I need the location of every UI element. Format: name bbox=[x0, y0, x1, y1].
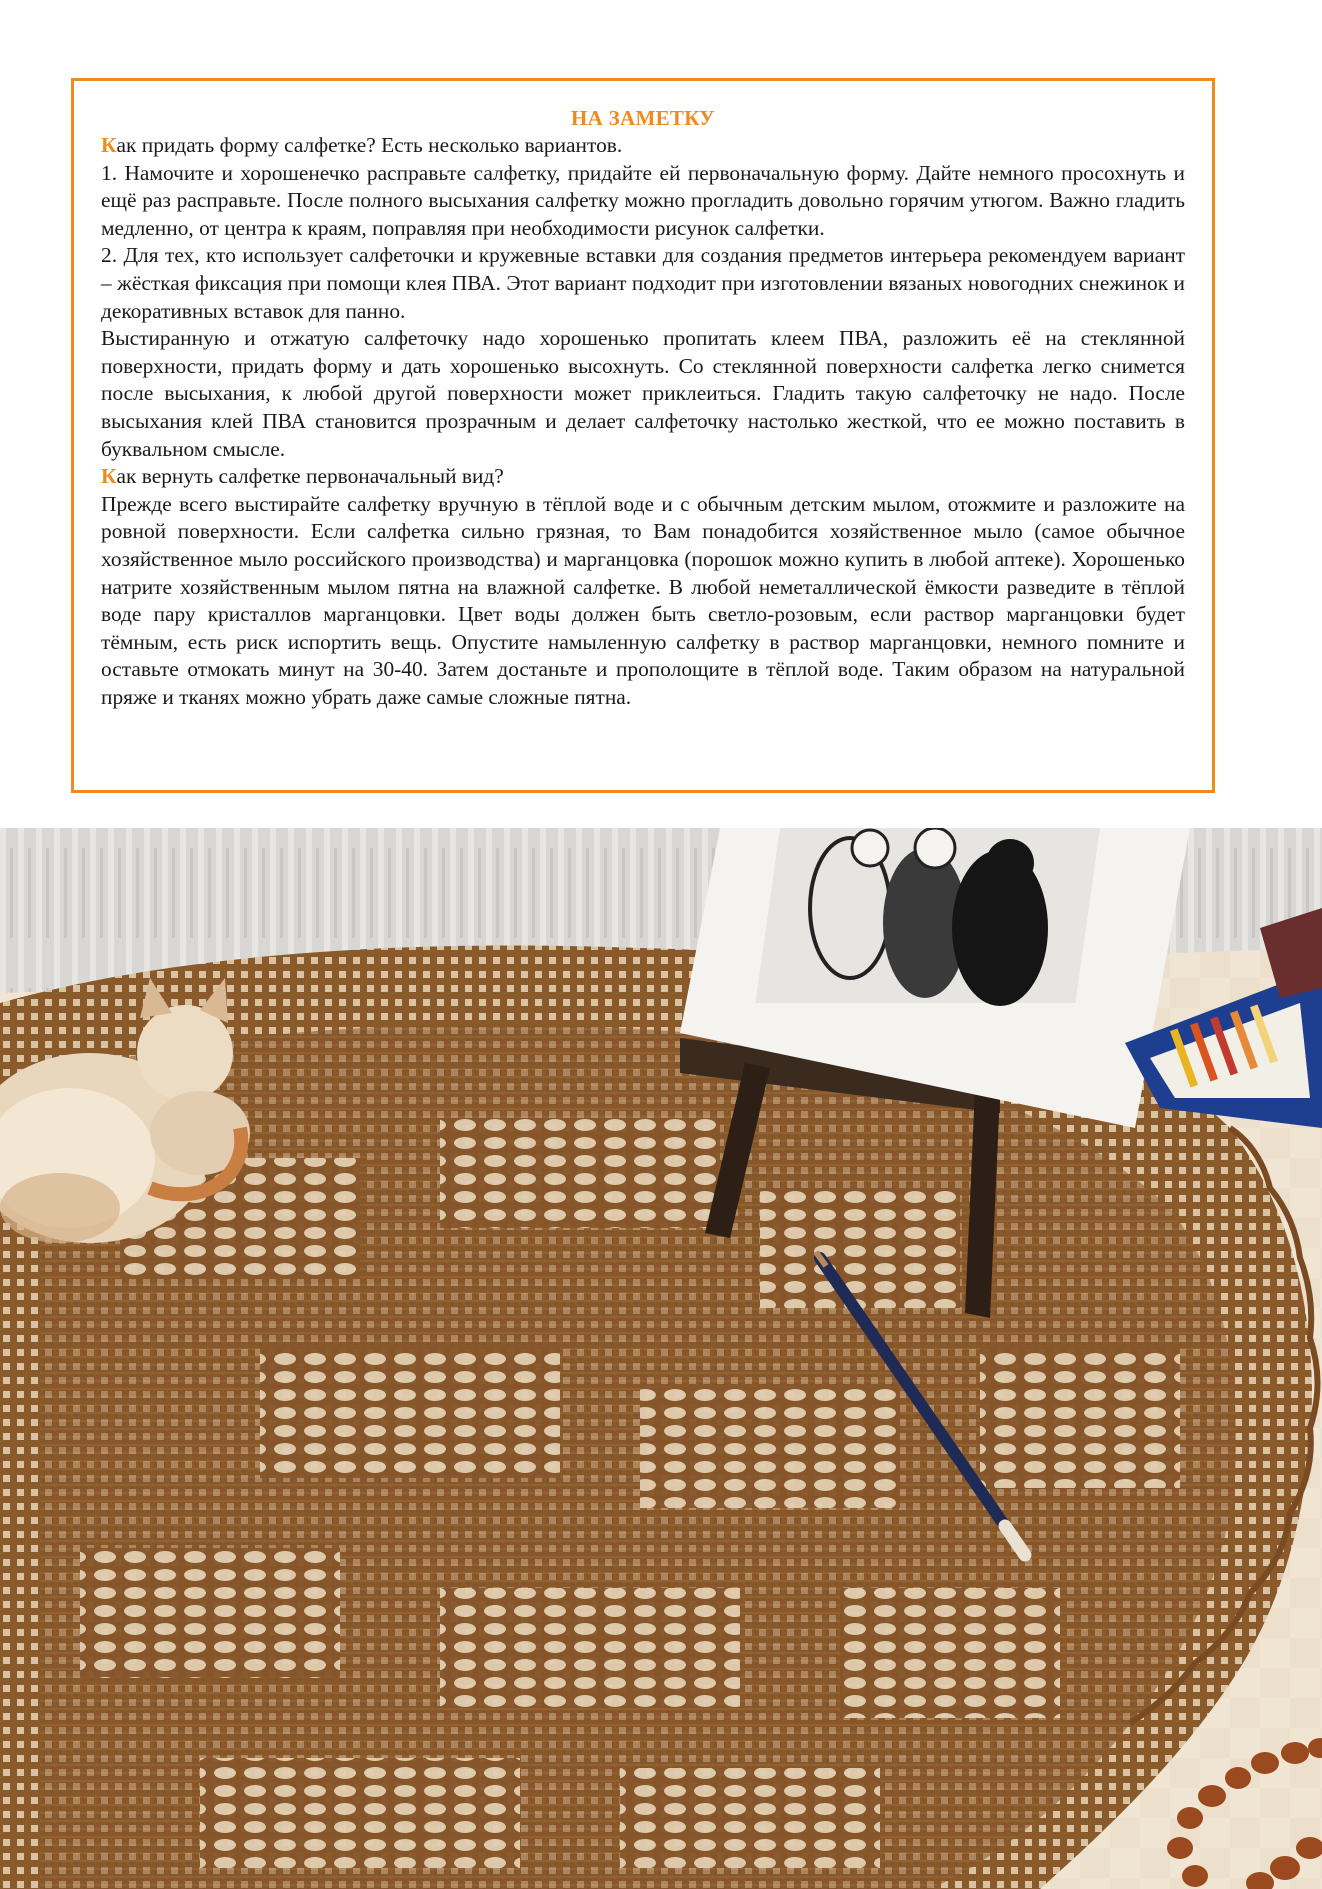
option-two-paragraph: 2. Для тех, кто использует салфеточки и кружевные вставки для создания предметов интерьера рекомендуем вариант – жёсткая фиксация при помощи клея ПВА. Этот вариант подходит при изготовлении вязаных новогодних снежинок и декоративных вставок для панно. bbox=[101, 243, 1185, 323]
restore-paragraph: Прежде всего выстирайте салфетку вручную в тёплой воде и с обычным детским мылом, отожмите и разложите на ровной поверхности. Если салфетка сильно грязная, то Вам понадобится хозяйственное мыло (самое обычное хозяйственное мыло российского производства) и марганцовка (порошок можно купить в любой аптеке). Хорошенько натрите хозяйственным мылом пятна на влажной салфетке. В любой неметаллической ёмкости разведите в тёплой воде пару кристаллов марганцовки. Цвет воды должен быть светло-розовым, если раствор марганцовки будет тёмным, есть риск испортить вещь. Опустите намыленную салфетку в раствор марганцовки, немного помните и оставьте отмокать минут на 30-40. Затем достаньте и прополощите в тёплой воде. Таким образом на натуральной пряже и тканях можно убрать даже самые сложные пятна. bbox=[101, 491, 1185, 709]
question-shape bbox=[101, 132, 1185, 160]
question-text: ак вернуть салфетке первоначальный вид? bbox=[116, 464, 504, 489]
note-box bbox=[71, 78, 1215, 793]
doily-photo bbox=[0, 828, 1322, 1889]
question-initial: К bbox=[101, 464, 117, 489]
pva-paragraph: Выстиранную и отжатую салфеточку надо хорошенько пропитать клеем ПВА, разложить её на стеклянной поверхности, придать форму и дать хорошенько высохнуть. Со стеклянной поверхности салфетка легко снимется после высыхания, к любой другой поверхности может приклеиться. Гладить такую салфеточку не надо. После высыхания клей ПВА становится прозрачным и делает салфеточку настолько жесткой, что ее можно поставить в буквальном смысле. bbox=[101, 326, 1185, 461]
question-text: ак придать форму салфетке? Есть несколько вариантов. bbox=[116, 133, 623, 157]
note-title: НА ЗАМЕТКУ bbox=[570, 106, 716, 130]
note-body bbox=[101, 132, 1185, 711]
option-one-paragraph: 1. Намочите и хорошенечко расправьте салфетку, придайте ей первоначальную форму. Дайте немного просохнуть и ещё раз расправьте. После полного высыхания салфетку можно прогладить довольно горячим утюгом. Важно гладить медленно, от центра к краям, поправляя при необходимости рисунок салфетки. bbox=[101, 160, 1185, 240]
doily-photo-illustration bbox=[0, 828, 1322, 1889]
question-restore bbox=[101, 463, 1185, 491]
question-initial: К bbox=[101, 133, 117, 157]
